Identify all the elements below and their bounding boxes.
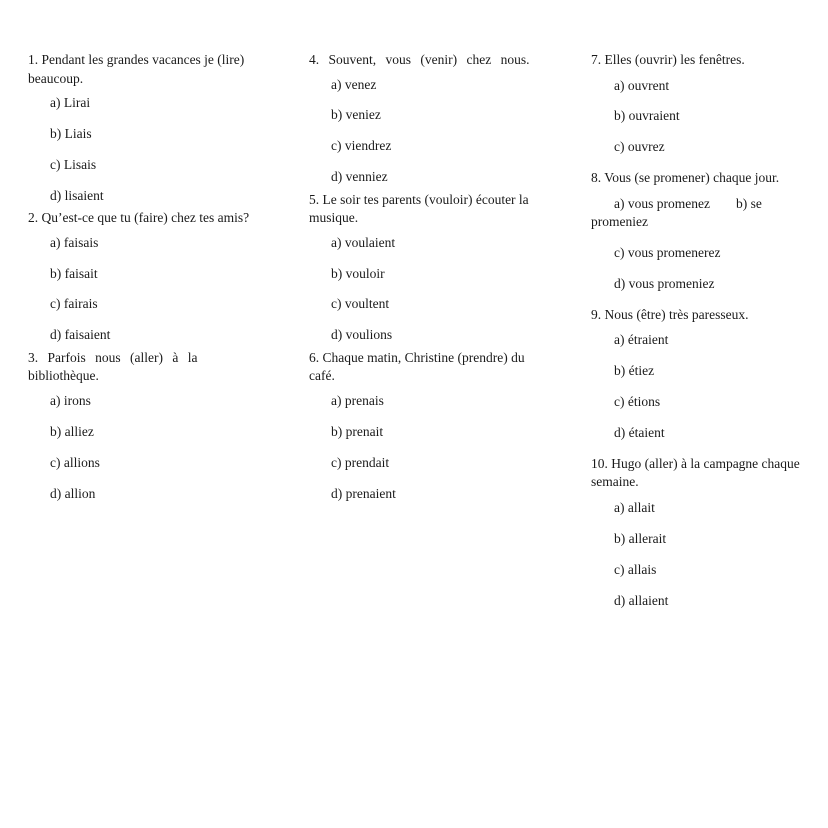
answer-option: c) viendrez <box>331 138 392 154</box>
answer-option: a) Lirai <box>50 95 91 110</box>
answer-option: a) venez <box>331 76 377 92</box>
answer-option: d) prenaient <box>331 485 396 501</box>
answer-option: d) faisaient <box>50 327 111 343</box>
answer-option: c) allions <box>50 454 100 470</box>
question-text: 7. Elles (ouvrir) les fenêtres. <box>591 52 745 67</box>
answer-option: a) étraient <box>614 332 669 348</box>
question-text: 5. Le soir tes parents (vouloir) écouter la musique. <box>309 191 529 226</box>
answer-option: c) ouvrez <box>614 139 665 155</box>
answer-option: b) étiez <box>614 363 655 379</box>
answer-option: d) allaient <box>614 592 669 608</box>
question-9 <box>591 306 817 443</box>
answer-option: b) se <box>735 195 762 211</box>
answer-option: a) ouvrent <box>614 77 670 93</box>
question-text: 1. Pendant les grandes vacances je (lire) beaucoup. <box>28 52 245 86</box>
answer-option: c) prendait <box>331 454 390 470</box>
answer-option: a) vous promenez <box>614 195 710 211</box>
quiz-column-2 <box>309 51 545 507</box>
question-text: 8. Vous (se promener) chaque jour. <box>591 170 780 186</box>
question-5 <box>309 191 545 345</box>
answer-option: d) allion <box>50 485 96 501</box>
question-text: 9. Nous (être) très paresseux. <box>591 306 749 322</box>
answer-option: b) faisait <box>50 265 98 281</box>
answer-option-wrap: promeniez <box>591 214 648 230</box>
answer-option: b) Liais <box>50 125 92 141</box>
answer-option: c) fairais <box>50 296 98 312</box>
answer-option: c) vous promenerez <box>614 245 721 261</box>
question-6 <box>309 349 545 503</box>
quiz-column-1 <box>28 51 256 507</box>
answer-option: d) voulions <box>331 327 393 343</box>
question-4 <box>309 51 545 187</box>
answer-option: b) prenait <box>331 423 384 439</box>
question-text: 3. Parfois nous (aller) à la bibliothèque. <box>28 349 198 384</box>
answer-option: a) irons <box>50 392 91 408</box>
quiz-column-3 <box>591 51 817 622</box>
answer-option: c) voultent <box>331 296 390 312</box>
answer-option: d) lisaient <box>50 187 104 203</box>
answer-option: a) voulaient <box>331 234 396 250</box>
inline-answer-options <box>591 195 817 232</box>
answer-option: a) faisais <box>50 234 99 250</box>
question-7 <box>591 51 817 157</box>
answer-option: c) étions <box>614 394 661 410</box>
answer-option: b) allerait <box>614 530 667 546</box>
question-text: 4. Souvent, vous (venir) chez nous. <box>309 52 530 67</box>
answer-option: d) venniez <box>331 169 388 185</box>
answer-option: d) étaient <box>614 425 665 441</box>
question-8 <box>591 169 817 293</box>
answer-option: c) Lisais <box>50 156 97 172</box>
answer-option: d) vous promeniez <box>614 275 715 291</box>
answer-option: b) ouvraient <box>614 108 680 124</box>
question-text: 6. Chaque matin, Christine (prendre) du café. <box>309 349 525 384</box>
question-1 <box>28 51 256 205</box>
answer-option: b) alliez <box>50 423 94 439</box>
question-10 <box>591 455 817 610</box>
answer-option: c) allais <box>614 561 657 577</box>
answer-option: a) prenais <box>331 392 384 408</box>
answer-option: a) allait <box>614 499 655 515</box>
question-3 <box>28 349 256 503</box>
question-text: 2. Qu’est-ce que tu (faire) chez tes amis? <box>28 210 250 226</box>
answer-option: b) vouloir <box>331 265 385 281</box>
question-2 <box>28 209 256 345</box>
answer-option: b) veniez <box>331 107 381 123</box>
question-text: 10. Hugo (aller) à la campagne chaque semaine. <box>591 455 800 490</box>
